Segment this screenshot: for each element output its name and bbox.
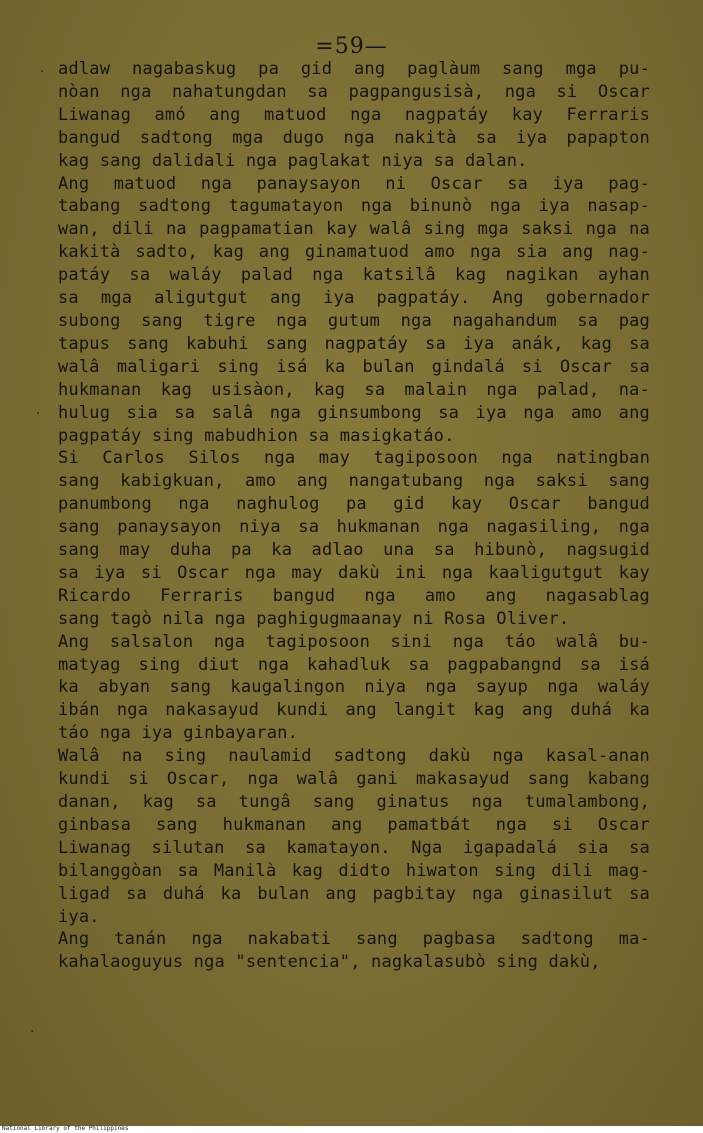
text-line: nòan nga nahatungdan sa pagpangusisà, nga si Oscar <box>58 81 650 102</box>
text-line: Ang salsalon nga tagiposoon sini nga táo walâ bu- <box>58 631 650 652</box>
page-number: =59— <box>315 34 388 59</box>
text-line: Liwanag silutan sa kamatayon. Nga igapadalá sia sa <box>58 837 650 858</box>
text-line: panumbong nga naghulog pa gid kay Oscar bangud <box>58 494 650 515</box>
library-credit: National Library of the Philippines <box>2 1125 129 1132</box>
text-line: iya. <box>58 906 100 927</box>
text-line: tapus sang kabuhi sang nagpatáy sa iya anák, kag sa <box>58 333 650 354</box>
text-line: sang panaysayon niya sa hukmanan nga nagasiling, nga <box>58 517 650 538</box>
text-line: bangud sadtong mga dugo nga nakità sa iya papapton <box>58 127 650 148</box>
text-line: sang tagò nila nga paghigugmaanay ni Rosa Oliver. <box>58 608 570 629</box>
text-line: kundi si Oscar, nga walâ gani makasayud sang kabang <box>58 769 650 790</box>
text-line: kahalaoguyus nga "sentencia", nagkalasubò sing dakù, <box>58 952 601 973</box>
text-line: matyag sing diut nga kahadluk sa pagpabangnd sa isá <box>58 654 650 675</box>
text-line: hukmanan kag usisàon, kag sa malain nga palad, na- <box>58 379 650 400</box>
margin-mark: · <box>30 1024 35 1040</box>
text-line: Si Carlos Silos nga may tagiposoon nga natingban <box>58 448 650 469</box>
text-line: ka abyan sang kaugalingon niya nga sayup nga waláy <box>58 677 650 698</box>
text-line: tabang sadtong tagumatayon nga binunò nga iya nasap- <box>58 196 650 217</box>
text-line: kakità sadto, kag ang ginamatuod amo nga sia ang nag- <box>58 242 650 263</box>
text-line: danan, kag sa tungâ sang ginatus nga tumalambong, <box>58 792 650 812</box>
text-line: ibán nga nakasayud kundi ang langit kag ang duhá ka <box>58 700 650 721</box>
text-line: sa iya si Oscar nga may dakù ini nga kaaligutgut kay <box>58 562 650 583</box>
text-line: sang kabigkuan, amo ang nangatubang nga saksi sang <box>58 471 650 492</box>
text-line: ligad sa duhá ka bulan ang pagbitay nga ginasilut sa <box>58 883 650 904</box>
text-line: pagpatáy sing mabudhion sa masigkatáo. <box>58 425 455 446</box>
body-text <box>58 58 650 974</box>
text-line: patáy sa waláy palad nga katsilâ kag nagikan ayhan <box>58 265 650 286</box>
margin-mark: · <box>36 406 41 422</box>
margin-mark: · <box>40 64 45 80</box>
text-line: kag sang dalidali nga paglakat niya sa dalan. <box>58 150 528 171</box>
text-line: adlaw nagabaskug pa gid ang paglàum sang mga pu- <box>58 59 650 79</box>
text-line: bilanggòan sa Manilà kag didto hiwaton sing dili mag- <box>58 860 650 881</box>
text-line: táo nga iya ginbayaran. <box>58 723 299 744</box>
text-line: ginbasa sang hukmanan ang pamatbát nga si Oscar <box>58 814 650 835</box>
text-line: hulug sia sa salâ nga ginsumbong sa iya nga amo ang <box>58 402 650 423</box>
text-line: sang may duha pa ka adlao una sa hibunò, nagsugid <box>58 540 650 561</box>
text-line: sa mga aligutgut ang iya pagpatáy. Ang gobernador <box>58 288 650 309</box>
text-line: Ricardo Ferraris bangud nga amo ang nagasablag <box>58 585 650 606</box>
text-line: Liwanag amó ang matuod nga nagpatáy kay Ferraris <box>58 104 650 125</box>
text-line: Ang tanán nga nakabati sang pagbasa sadtong ma- <box>58 929 650 950</box>
text-line: subong sang tigre nga gutum nga nagahandum sa pag <box>58 310 650 331</box>
text-line: wan, dili na pagpamatian kay walâ sing mga saksi nga na <box>58 219 650 240</box>
text-line: Ang matuod nga panaysayon ni Oscar sa iya pag- <box>58 173 650 194</box>
text-line: walâ maligari sing isá ka bulan gindalá si Oscar sa <box>58 356 650 377</box>
text-line: Walâ na sing naulamid sadtong dakù nga kasal-anan <box>58 746 650 767</box>
